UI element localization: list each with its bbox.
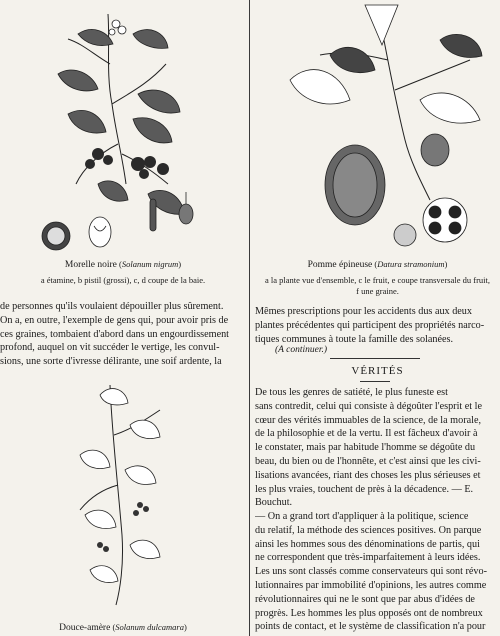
left-column — [0, 0, 246, 636]
right-paragraph-1 — [255, 305, 500, 346]
text-line: tiques communes à toute la famille des solanées. — [255, 333, 454, 345]
text-line: de la philosophie et de la vertu. Il est fâcheux d'avoir à — [255, 428, 478, 440]
text-line: ces graines, tombaient d'abord dans un engourdissement — [0, 328, 230, 340]
fig2-caption: Douce-amère (Solanum dulcamara) — [59, 622, 187, 633]
text-line: Mêmes prescriptions pour les accidents dus aux deux — [255, 306, 472, 317]
separator-rule — [330, 358, 420, 359]
text-line: lutionnaires par immobilité d'opinions, les autres comme — [255, 579, 487, 591]
text-line: profond, auquel on vit succéder le vertige, les convul- — [0, 342, 220, 354]
text-line: lisations avancées, riant des choses les plus sérieuses et — [255, 469, 481, 481]
douce-amere-drawing — [70, 375, 180, 610]
text-line: révolutionnaires qui ne le sont que par abus d'idées de — [255, 593, 475, 605]
text-line: sions, une sorte d'ivresse délirante, une soif ardente, la — [0, 356, 222, 368]
column-divider — [249, 0, 250, 636]
fig3-title: Pomme épineuse — [307, 260, 373, 270]
fig2-title: Douce-amère — [59, 623, 111, 633]
pomme-epineuse-illustration — [270, 0, 495, 250]
text-line: — On a grand tort d'appliquer à la politique, science — [255, 511, 469, 522]
text-line: ne correspondent que très-imparfaitement à leurs idées. — [255, 552, 481, 564]
fig3-legend-line2: f une graine. — [356, 286, 399, 296]
fig2-latin: Solanum dulcamara — [115, 622, 184, 632]
text-line: Les uns sont classés comme conservateurs qui sont révo- — [255, 566, 487, 578]
text-line: cœur des vérités immuables de la science, de la morale, — [255, 414, 482, 426]
morelle-noire-illustration — [38, 4, 208, 254]
douce-amere-illustration — [70, 375, 180, 610]
text-line: ainsi les hommes sous des dénominations de partis, qui — [255, 538, 480, 550]
text-line: De tous les genres de satiété, le plus funeste est — [255, 387, 448, 398]
heading-underline — [360, 381, 390, 382]
text-line: les plus vraies, touchent de près à la décadence. — E. — [255, 483, 474, 495]
section-heading: VÉRITÉS — [351, 365, 404, 377]
right-paragraph-3 — [255, 510, 500, 634]
fig1-latin: Solanum nigrum — [121, 259, 179, 269]
fig1-legend: a étamine, b pistil (grossi), c, d coupe de la baie. — [40, 275, 206, 285]
fig3-caption-title: Pomme épineuse (Datura stramonium) — [307, 259, 448, 270]
left-paragraph — [0, 300, 244, 369]
pomme-epineuse-drawing — [270, 0, 495, 250]
text-line: beau, du bien ou de l'honnête, et c'est ainsi que les civi- — [255, 455, 481, 467]
text-line: de personnes qu'ils voulaient dépouiller plus sûrement. — [0, 301, 224, 312]
text-line: Bouchut. — [255, 497, 293, 509]
right-paragraph-2 — [255, 386, 500, 510]
fig1-caption-title: Morelle noire (Solanum nigrum) — [64, 259, 182, 270]
morelle-noire-drawing — [38, 4, 208, 254]
text-line: le constater, mais par habitude l'homme se dégoûte du — [255, 442, 476, 454]
fig3-legend-line1: a la plante vue d'ensemble, c le fruit, e coupe transversale du fruit, — [264, 275, 491, 285]
text-line: sans contredit, celui qui consiste à dégoûter l'esprit et le — [255, 400, 483, 412]
fig1-title: Morelle noire — [64, 260, 117, 270]
text-line: On a, en outre, l'exemple de gens qui, pour avoir pris de — [0, 314, 229, 326]
text-line: progrès. Les hommes les plus opposés ont de nombreux — [255, 607, 483, 619]
right-column — [255, 0, 500, 636]
fig3-latin: Datura stramonium — [377, 259, 445, 269]
text-line: plantes précédentes qui participent des propriétés narco- — [255, 319, 485, 331]
text-line: points de contact, et le système de classification n'a pour — [255, 621, 486, 633]
text-line: du relatif, la méthode des sciences positives. On parque — [255, 524, 482, 536]
continue-note: (A continuer.) — [275, 345, 328, 355]
